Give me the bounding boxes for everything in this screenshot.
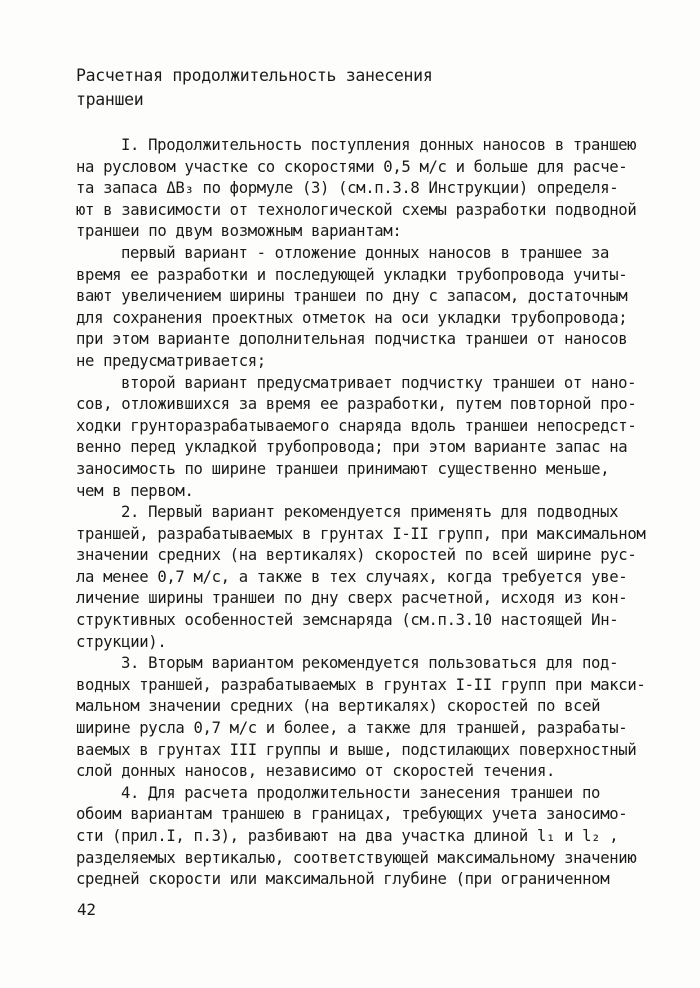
paragraph-3-line: 3. Вторым вариантом рекомендуется пользоваться для под- <box>121 654 619 673</box>
paragraph-2-line: траншей, разрабатываемых в грунтах I-II групп, при максимальном <box>76 524 646 543</box>
section-heading <box>76 64 496 112</box>
paragraph-2-line: личение ширины траншеи по дну сверх расчетной, исходя из кон- <box>76 589 628 608</box>
variant-1-line: первый вариант - отложение донных наносов в траншее за <box>121 243 610 262</box>
variant-2-line: венно перед укладкой трубопровода; при этом варианте запас на <box>76 438 628 457</box>
variant-1-line: не предусматривается; <box>76 351 266 370</box>
paragraph-1-line: на русловом участке со скоростями 0,5 м/с и больше для расче- <box>76 157 628 176</box>
paragraph-4-line: средней скорости или максимальной глубине (при ограниченном <box>76 870 610 889</box>
paragraph-3-line: ширине русла 0,7 м/с и более, а также для траншей, разрабаты- <box>76 719 628 738</box>
body-text <box>76 135 646 891</box>
paragraph-3-line: слой донных наносов, независимо от скоростей течения. <box>76 762 556 781</box>
paragraph-3-line: мальном значении средних (на вертикалях) скоростей по всей <box>76 697 601 716</box>
variant-2-line: чем в первом. <box>76 481 194 500</box>
paragraph-3-line: водных траншей, разрабатываемых в грунтах I-II групп при макси- <box>76 675 646 694</box>
paragraph-3-line: ваемых в грунтах III группы и выше, подстилающих поверхностный <box>76 740 637 759</box>
paragraph-4-line: разделяемых вертикалью, соответствующей максимальному значению <box>76 848 637 867</box>
paragraph-4-line: 4. Для расчета продолжительности занесения траншеи по <box>121 783 601 802</box>
paragraph-1-line: та запаса ΔB₃ по формуле (3) (см.п.3.8 Инструкции) определя- <box>76 179 619 198</box>
variant-1-line: вают увеличением ширины траншеи по дну с запасом, достаточным <box>76 287 628 306</box>
paragraph-2-line: структивных особенностей земснаряда (см.п.3.10 настоящей Ин- <box>76 611 619 630</box>
variant-2-line: ходки грунторазрабатываемого снаряда вдоль траншеи непосредст- <box>76 416 637 435</box>
paragraph-2-line: 2. Первый вариант рекомендуется применять для подводных <box>121 503 619 522</box>
variant-1-line: при этом варианте дополнительная подчистка траншеи от наносов <box>76 330 628 349</box>
paragraph-1-line: ют в зависимости от технологической схемы разработки подводной <box>76 200 637 219</box>
variant-2-line: второй вариант предусматривает подчистку траншеи от нано- <box>121 373 637 392</box>
page-number: 42 <box>77 900 96 919</box>
heading-line-2: траншеи <box>76 90 144 109</box>
paragraph-4-line: сти (прил.I, п.3), разбивают на два участка длиной l₁ и l₂ , <box>76 827 619 845</box>
paragraph-1-line: I. Продолжительность поступления донных наносов в траншею <box>121 136 637 154</box>
variant-1-line: для сохранения проектных отметок на оси укладки трубопровода; <box>76 308 628 327</box>
variant-1-line: время ее разработки и последующей укладки трубопровода учиты- <box>76 265 628 284</box>
variant-2-line: заносимость по ширине траншеи принимают существенно меньше, <box>76 459 610 478</box>
paragraph-2-line: струкции). <box>76 632 167 651</box>
paragraph-1-line: траншеи по двум возможным вариантам: <box>76 222 402 241</box>
paragraph-2-line: значении средних (на вертикалях) скоростей по всей ширине рус- <box>76 546 637 565</box>
paragraph-4-line: обоим вариантам траншею в границах, требующих учета заносимо- <box>76 805 628 824</box>
paragraph-2-line: ла менее 0,7 м/с, а также в тех случаях, когда требуется уве- <box>76 567 628 586</box>
heading-line-1: Расчетная продолжительность занесения <box>76 66 433 85</box>
variant-2-line: сов, отложившихся за время ее разработки, путем повторной про- <box>76 395 637 414</box>
